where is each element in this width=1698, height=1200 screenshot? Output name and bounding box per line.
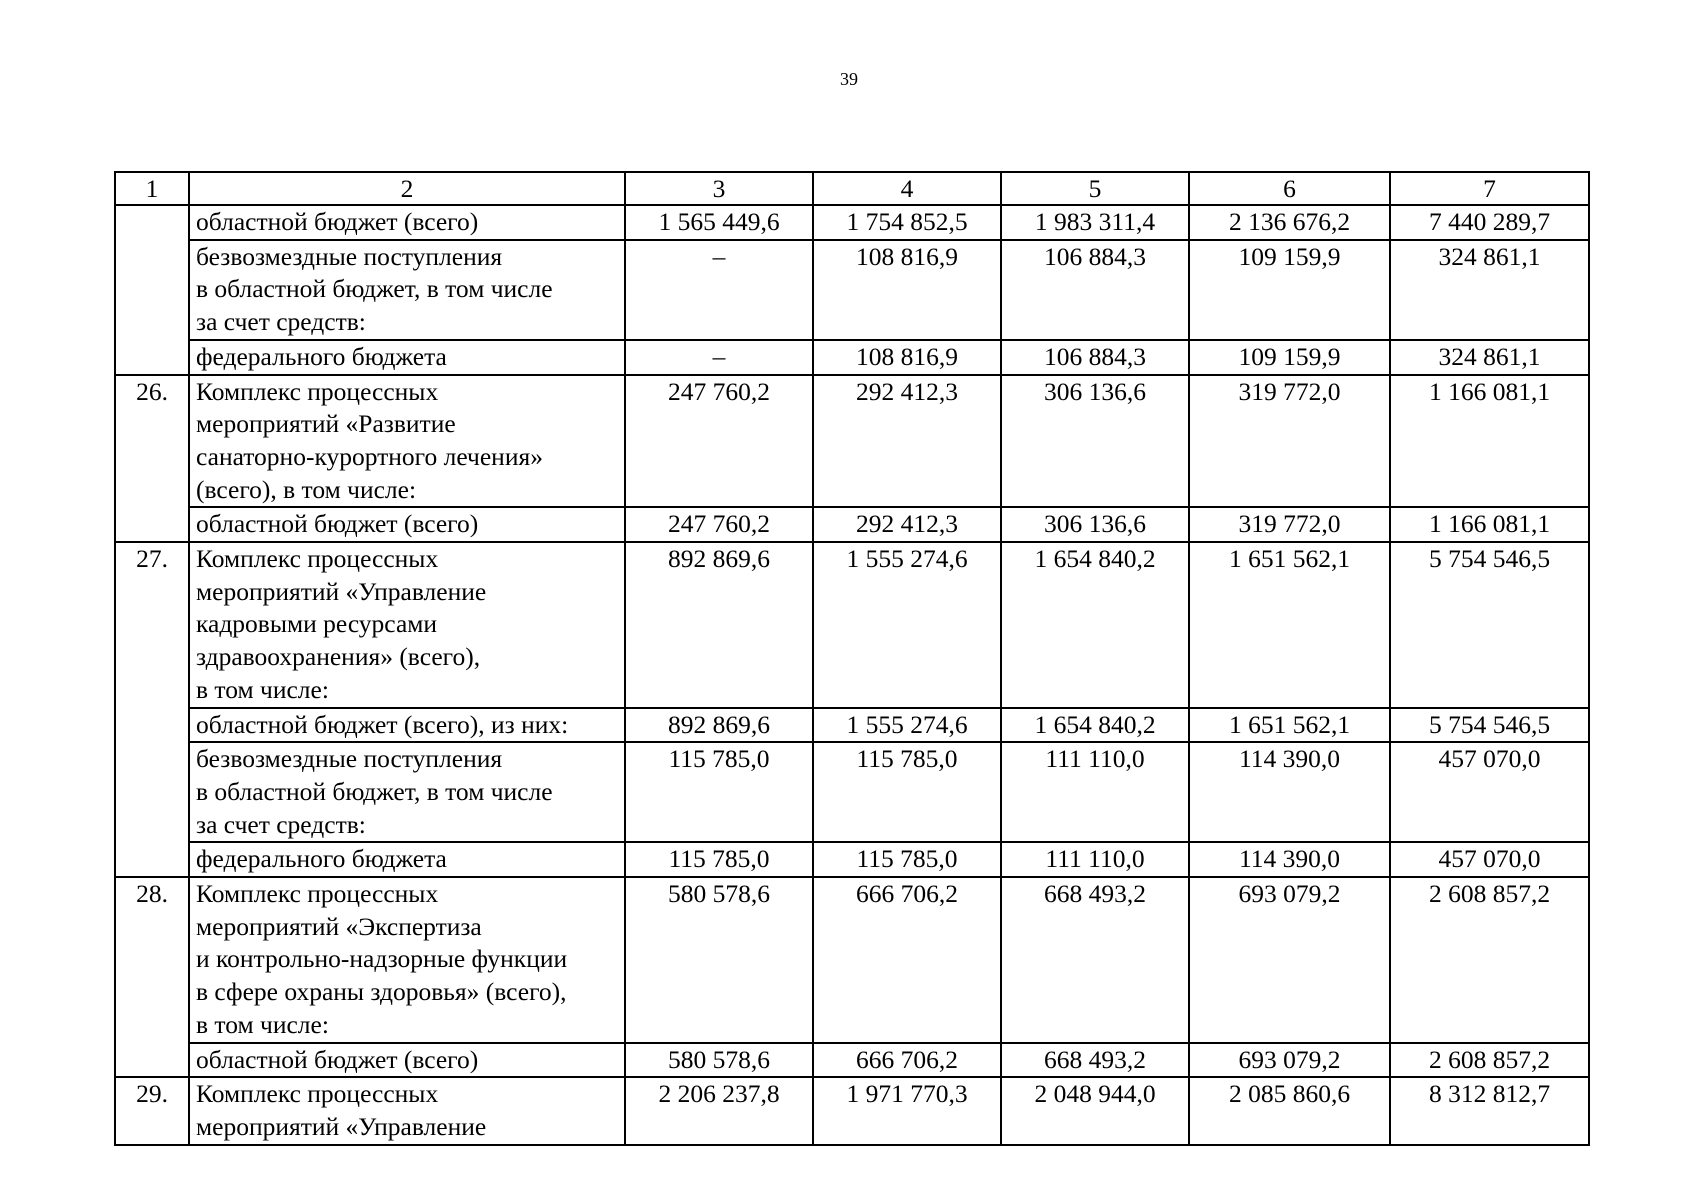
- value-cell: 108 816,9: [813, 240, 1001, 340]
- value-cell: 8 312 812,7: [1390, 1077, 1589, 1144]
- header-cell: 3: [625, 172, 813, 205]
- header-cell: 5: [1001, 172, 1189, 205]
- value-cell: 1 555 274,6: [813, 708, 1001, 743]
- value-cell: 2 608 857,2: [1390, 1043, 1589, 1078]
- value-cell: 106 884,3: [1001, 240, 1189, 340]
- value-cell: 115 785,0: [813, 842, 1001, 877]
- header-cell: 4: [813, 172, 1001, 205]
- value-cell: 1 166 081,1: [1390, 375, 1589, 508]
- value-cell: 2 206 237,8: [625, 1077, 813, 1144]
- value-cell: 319 772,0: [1189, 375, 1390, 508]
- value-cell: 306 136,6: [1001, 375, 1189, 508]
- value-cell: 5 754 546,5: [1390, 708, 1589, 743]
- description-cell: безвозмездные поступления в областной бюджет, в том числе за счет средств:: [189, 742, 625, 842]
- description-cell: Комплекс процессных мероприятий «Управление кадровыми ресурсами здравоохранения» (всего), в том числе:: [189, 542, 625, 708]
- row-number-cell: 28.: [115, 877, 189, 1077]
- value-cell: 666 706,2: [813, 877, 1001, 1043]
- value-cell: 2 136 676,2: [1189, 205, 1390, 240]
- description-cell: Комплекс процессных мероприятий «Развитие санаторно-курортного лечения» (всего), в том числе:: [189, 375, 625, 508]
- table-row: [115, 1077, 1589, 1144]
- value-cell: 1 565 449,6: [625, 205, 813, 240]
- value-cell: 324 861,1: [1390, 240, 1589, 340]
- value-cell: 306 136,6: [1001, 507, 1189, 542]
- description-cell: Комплекс процессных мероприятий «Управление: [189, 1077, 625, 1144]
- value-cell: 1 651 562,1: [1189, 708, 1390, 743]
- table-row: [115, 842, 1589, 877]
- value-cell: 114 390,0: [1189, 742, 1390, 842]
- table-row: [115, 240, 1589, 340]
- table-row: [115, 1043, 1589, 1078]
- value-cell: 668 493,2: [1001, 1043, 1189, 1078]
- value-cell: 106 884,3: [1001, 340, 1189, 375]
- value-cell: 668 493,2: [1001, 877, 1189, 1043]
- value-cell: 1 654 840,2: [1001, 542, 1189, 708]
- value-cell: 114 390,0: [1189, 842, 1390, 877]
- page-number: 39: [840, 69, 858, 89]
- value-cell: 111 110,0: [1001, 842, 1189, 877]
- value-cell: 1 983 311,4: [1001, 205, 1189, 240]
- value-cell: 1 754 852,5: [813, 205, 1001, 240]
- description-cell: Комплекс процессных мероприятий «Экспертиза и контрольно-надзорные функции в сфере охраны здоровья» (всего), в том числе:: [189, 877, 625, 1043]
- description-cell: федерального бюджета: [189, 340, 625, 375]
- value-cell: 892 869,6: [625, 542, 813, 708]
- value-cell: 115 785,0: [625, 742, 813, 842]
- value-cell: 457 070,0: [1390, 742, 1589, 842]
- value-cell: 115 785,0: [625, 842, 813, 877]
- value-cell: 319 772,0: [1189, 507, 1390, 542]
- value-cell: 109 159,9: [1189, 240, 1390, 340]
- value-cell: 111 110,0: [1001, 742, 1189, 842]
- table-row: [115, 877, 1589, 1043]
- table-row: [115, 507, 1589, 542]
- value-cell: 666 706,2: [813, 1043, 1001, 1078]
- table-row: [115, 205, 1589, 240]
- row-number-cell: 27.: [115, 542, 189, 877]
- value-cell: 892 869,6: [625, 708, 813, 743]
- budget-table: [114, 171, 1590, 1146]
- table-row: [115, 542, 1589, 708]
- table-row: [115, 340, 1589, 375]
- value-cell: 1 654 840,2: [1001, 708, 1189, 743]
- value-cell: 247 760,2: [625, 375, 813, 508]
- value-cell: 580 578,6: [625, 877, 813, 1043]
- value-cell: 693 079,2: [1189, 1043, 1390, 1078]
- value-cell: 2 608 857,2: [1390, 877, 1589, 1043]
- value-cell: –: [625, 240, 813, 340]
- description-cell: федерального бюджета: [189, 842, 625, 877]
- header-cell: 6: [1189, 172, 1390, 205]
- value-cell: 324 861,1: [1390, 340, 1589, 375]
- row-number-cell: 29.: [115, 1077, 189, 1144]
- value-cell: 1 971 770,3: [813, 1077, 1001, 1144]
- value-cell: 108 816,9: [813, 340, 1001, 375]
- value-cell: 5 754 546,5: [1390, 542, 1589, 708]
- value-cell: 115 785,0: [813, 742, 1001, 842]
- description-cell: безвозмездные поступления в областной бюджет, в том числе за счет средств:: [189, 240, 625, 340]
- header-cell: 2: [189, 172, 625, 205]
- value-cell: 292 412,3: [813, 507, 1001, 542]
- value-cell: 2 048 944,0: [1001, 1077, 1189, 1144]
- table-header-row: [115, 172, 1589, 205]
- value-cell: 292 412,3: [813, 375, 1001, 508]
- description-cell: областной бюджет (всего): [189, 1043, 625, 1078]
- header-cell: 1: [115, 172, 189, 205]
- row-number-cell: [115, 205, 189, 375]
- value-cell: 1 555 274,6: [813, 542, 1001, 708]
- table-row: [115, 708, 1589, 743]
- description-cell: областной бюджет (всего): [189, 507, 625, 542]
- value-cell: 7 440 289,7: [1390, 205, 1589, 240]
- value-cell: 457 070,0: [1390, 842, 1589, 877]
- description-cell: областной бюджет (всего), из них:: [189, 708, 625, 743]
- value-cell: 1 651 562,1: [1189, 542, 1390, 708]
- value-cell: 1 166 081,1: [1390, 507, 1589, 542]
- value-cell: 247 760,2: [625, 507, 813, 542]
- table-row: [115, 742, 1589, 842]
- value-cell: –: [625, 340, 813, 375]
- value-cell: 109 159,9: [1189, 340, 1390, 375]
- header-cell: 7: [1390, 172, 1589, 205]
- description-cell: областной бюджет (всего): [189, 205, 625, 240]
- row-number-cell: 26.: [115, 375, 189, 543]
- table-row: [115, 375, 1589, 508]
- value-cell: 2 085 860,6: [1189, 1077, 1390, 1144]
- value-cell: 693 079,2: [1189, 877, 1390, 1043]
- table-body: [115, 172, 1589, 1145]
- value-cell: 580 578,6: [625, 1043, 813, 1078]
